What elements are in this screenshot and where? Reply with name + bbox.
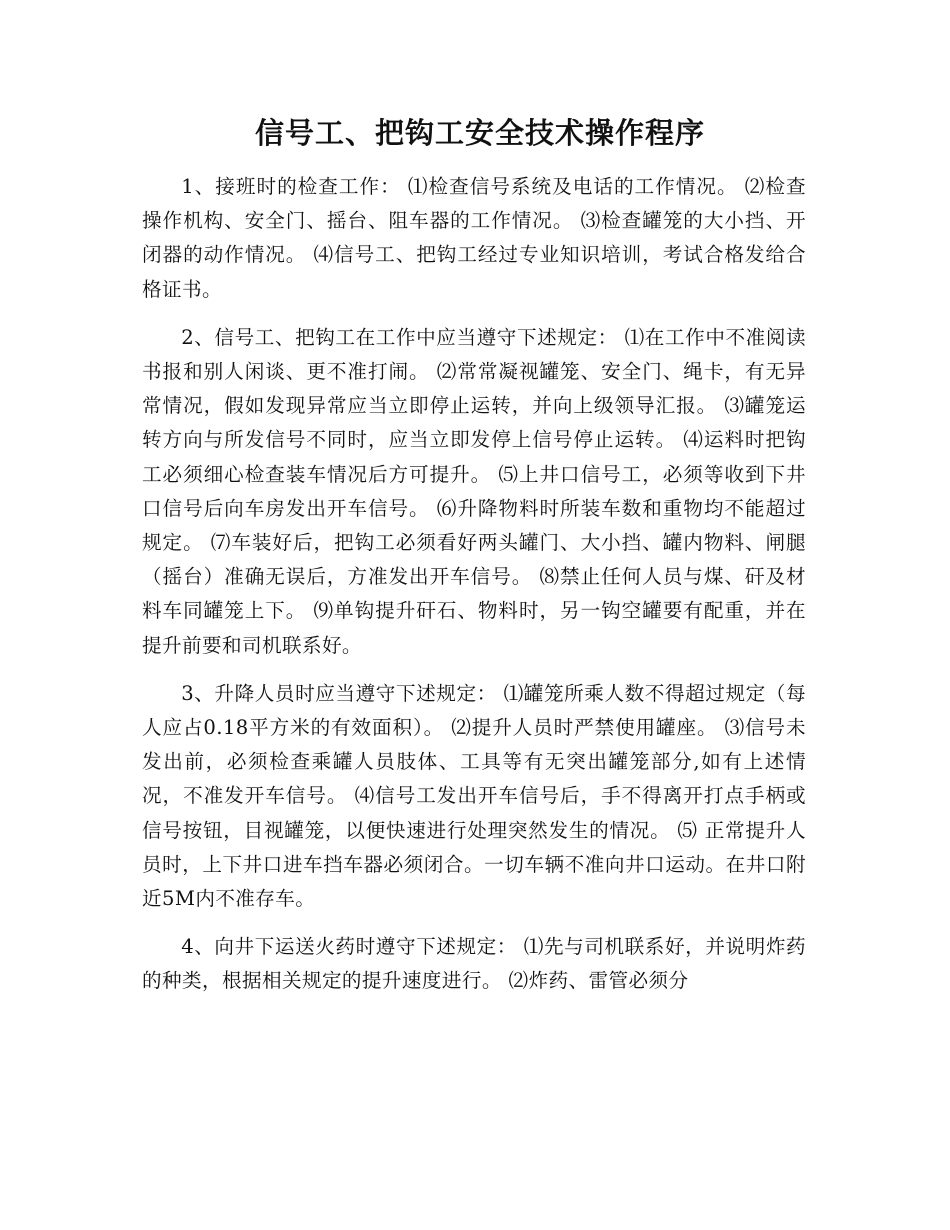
- paragraph-explosives-transport: 4、向井下运送火药时遵守下述规定： ⑴先与司机联系好，并说明炸药的种类，根据相关规定的提升速度进行。 ⑵炸药、雷管必须分: [142, 935, 806, 993]
- paragraph-personnel-hoisting: 3、升降人员时应当遵守下述规定： ⑴罐笼所乘人数不得超过规定（每人应占0.18平方米的有效面积）。 ⑵提升人员时严禁使用罐座。 ⑶信号未发出前，必须检查乘罐人员肢体、工具等有无突出罐笼部分,如有上述情况，不准发开车信号。 ⑷信号工发出开车信号后，手不得离开打点手柄或信号按钮，目视罐笼，以便快速进行处理突然发生的情况。 ⑸ 正常提升人员时，上下井口进车挡车器必须闭合。一切车辆不准向井口运动。在井口附近5M内不准存车。: [142, 681, 806, 911]
- document-title: 信号工、把钩工安全技术操作程序: [254, 116, 705, 150]
- paragraph-work-rules: 2、信号工、把钩工在工作中应当遵守下述规定： ⑴在工作中不准阅读书报和别人闲谈、更不准打闹。 ⑵常常凝视罐笼、安全门、绳卡，有无异常情况，假如发现异常应当立即停止运转，并向上级领导汇报。 ⑶罐笼运转方向与所发信号不同时，应当立即发停上信号停止运转。 ⑷运料时把钩工必须细心检查装车情况后方可提升。 ⑸上井口信号工，必须等收到下井口信号后向车房发出开车信号。 ⑹升降物料时所装车数和重物均不能超过规定。 ⑺车装好后，把钩工必须看好两头罐门、大小挡、罐内物料、闸腿（摇台）准确无误后，方准发出开车信号。 ⑻禁止任何人员与煤、矸及材料车同罐笼上下。 ⑼单钩提升矸石、物料时，另一钩空罐要有配重，并在提升前要和司机联系好。: [142, 325, 806, 657]
- document-page: [142, 108, 806, 1013]
- paragraph-handover-check: 1、接班时的检查工作： ⑴检查信号系统及电话的工作情况。 ⑵检查操作机构、安全门、摇台、阻车器的工作情况。 ⑶检查罐笼的大小挡、开闭器的动作情况。 ⑷信号工、把钩工经过专业知识培训，考试合格发给合格证书。: [142, 175, 806, 301]
